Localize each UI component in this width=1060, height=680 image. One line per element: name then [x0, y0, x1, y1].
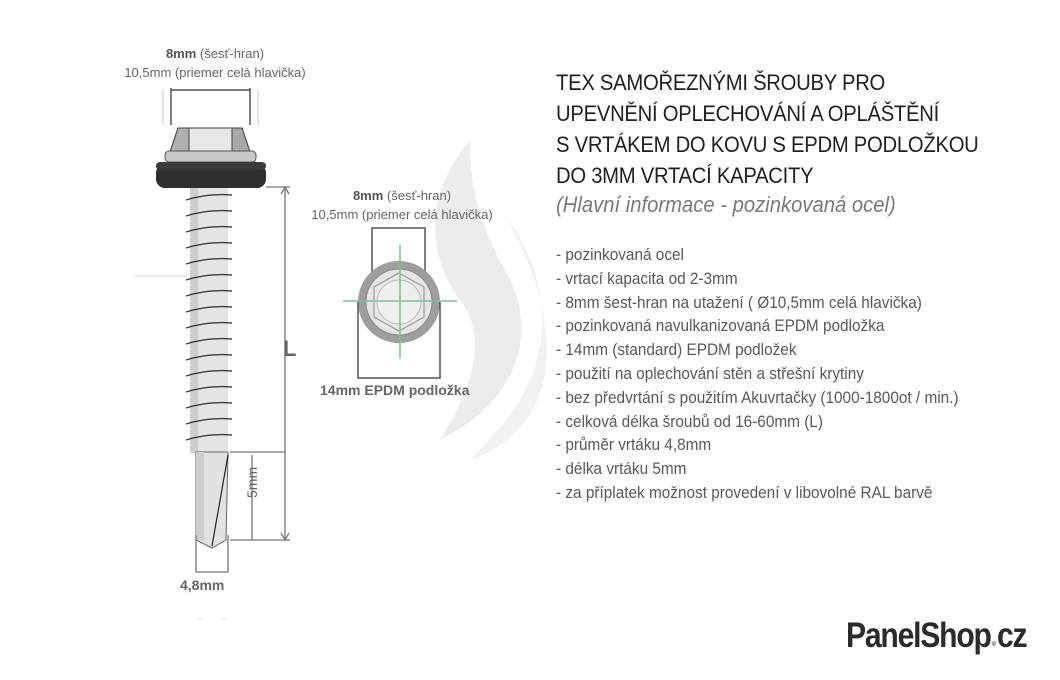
feature-item: - bez předvrtání s použitím Akuvrtačky (1000-1800ot / min.)	[556, 388, 959, 407]
title-line: S VRTÁKEM DO KOVU S EPDM PODLOŽKOU	[556, 132, 979, 157]
feature-list	[556, 244, 959, 506]
feature-item: - pozinkovaná navulkanizovaná EPDM podložka	[556, 317, 885, 336]
drill-length-label: 5mm	[244, 466, 260, 498]
feature-item: - průměr vrtáku 4,8mm	[556, 436, 712, 455]
feature-item: - 8mm šest-hran na utažení ( Ø10,5mm celá hlavička)	[556, 293, 922, 312]
head-dimension-bracket	[163, 90, 258, 125]
feature-item: - vrtací kapacita od 2-3mm	[556, 269, 738, 288]
length-label: L	[283, 336, 297, 361]
brand-logo	[846, 616, 1026, 656]
length-dimension	[230, 187, 290, 540]
product-subtitle: (Hlavní informace - pozinkovaná ocel)	[556, 192, 896, 217]
side-head-size: 8mm	[165, 46, 197, 61]
feature-item: - 14mm (standard) EPDM podložek	[556, 341, 797, 360]
feature-item: - za příplatek možnost provedení v libovolné RAL barvě	[556, 483, 933, 502]
top-head-dimension-label	[288, 186, 516, 224]
brand-name: PanelShop	[846, 616, 991, 655]
hex-head	[165, 128, 256, 162]
feature-item: - pozinkovaná ocel	[556, 246, 684, 264]
epdm-washer	[156, 162, 266, 188]
top-head-diameter: 10,5mm (priemer celá hlavička)	[311, 207, 493, 222]
product-title	[556, 67, 1006, 191]
top-head-type: (šesť-hran)	[383, 188, 452, 203]
side-head-type: (šesť-hran)	[196, 46, 265, 61]
flame-dot-icon: ●	[990, 636, 997, 650]
side-head-dimension-label	[100, 44, 330, 82]
title-line: DO 3MM VRTACÍ KAPACITY	[556, 163, 814, 188]
drill-diameter-label: 4,8mm	[180, 577, 225, 593]
drill-tip	[196, 452, 228, 548]
feature-item: - použití na oplechování stěn a střešní krytiny	[556, 364, 864, 383]
brand-tld: cz	[996, 616, 1027, 655]
feature-item: - délka vrtáku 5mm	[556, 460, 687, 479]
faint-dots	[199, 618, 226, 621]
washer-label: 14mm EPDM podložka	[320, 382, 470, 398]
top-head-size: 8mm	[352, 188, 384, 203]
title-line: UPEVNĚNÍ OPLECHOVÁNÍ A OPLÁŠTĚNÍ	[556, 101, 939, 126]
side-head-diameter: 10,5mm (priemer celá hlavička)	[124, 65, 306, 80]
feature-item: - celková délka šroubů od 16-60mm (L)	[556, 412, 823, 431]
title-line: TEX SAMOŘEZNÝMI ŠROUBY PRO	[556, 70, 886, 95]
